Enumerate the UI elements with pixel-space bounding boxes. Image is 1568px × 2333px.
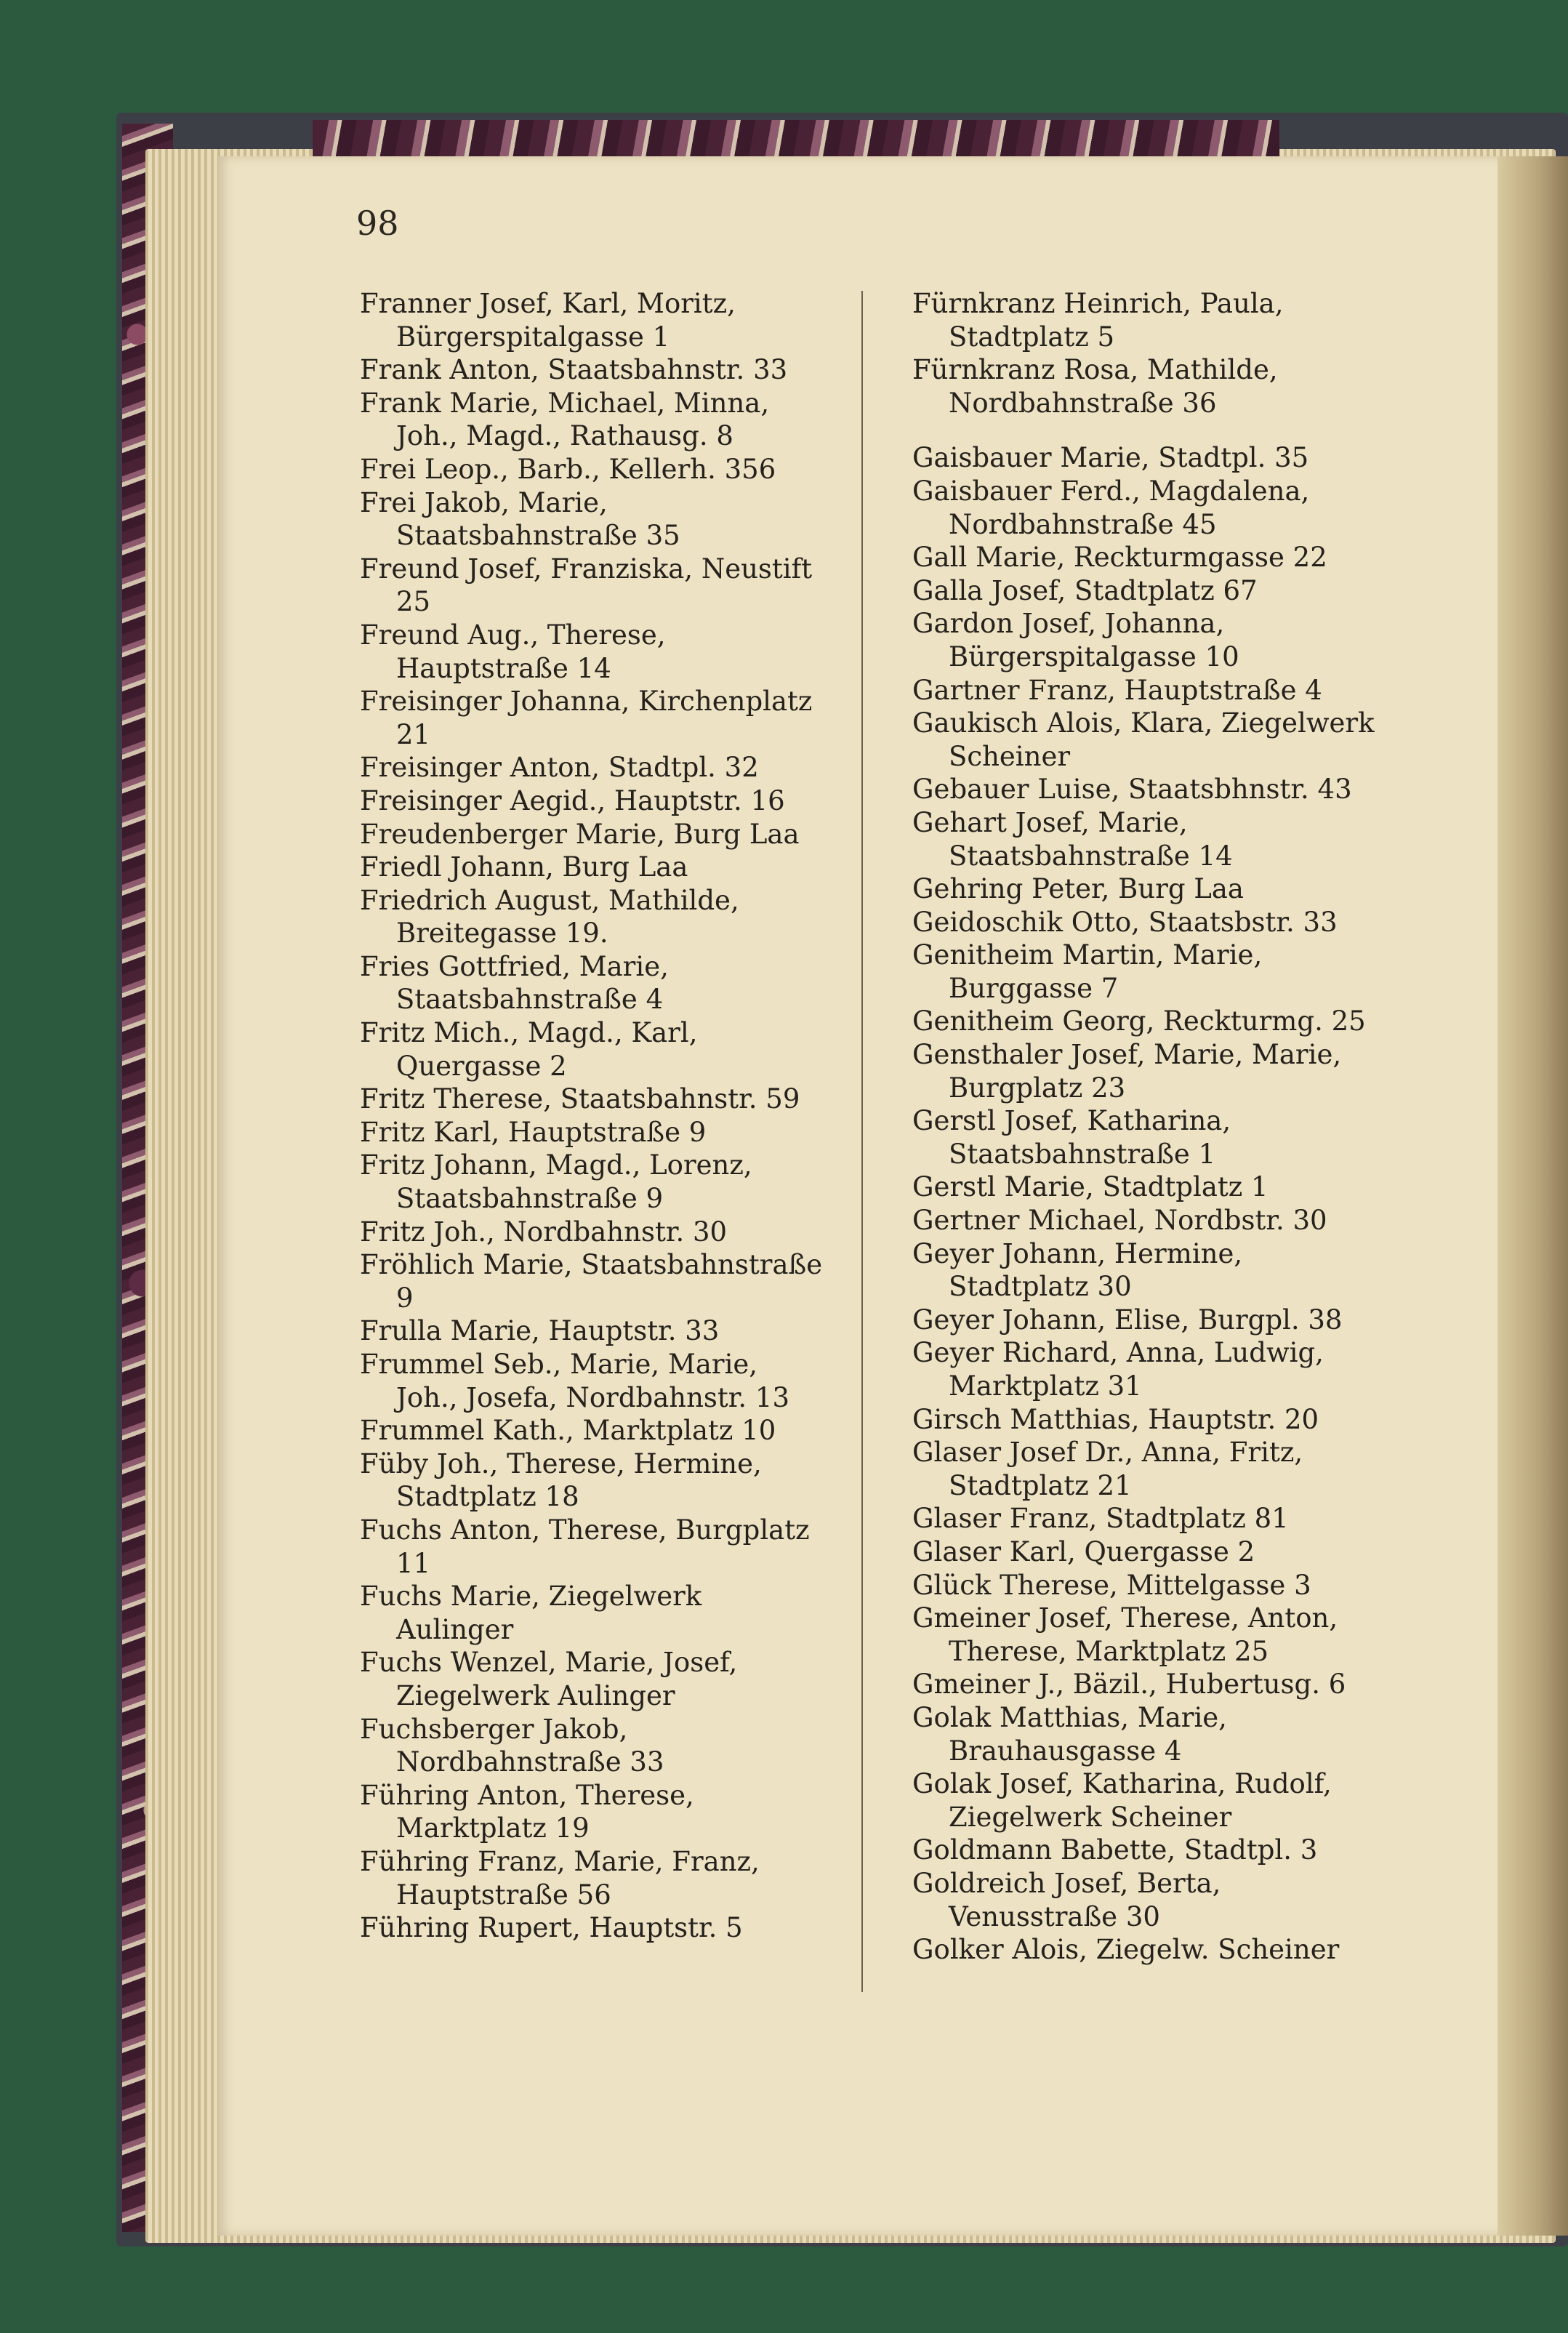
directory-entry: Friedrich August, Mathilde, Breitegasse 19. <box>360 884 739 949</box>
directory-entry: Gardon Josef, Johanna, Bürgerspitalgasse 10 <box>912 608 1239 672</box>
directory-entry: Gmeiner J., Bäzil., Hubertusg. 6 <box>912 1669 1346 1700</box>
directory-entry: Geidoschik Otto, Staatsbstr. 33 <box>912 906 1338 938</box>
directory-entry: Frank Anton, Staatsbahnstr. 33 <box>360 354 788 386</box>
directory-entry: Freisinger Anton, Stadtpl. 32 <box>360 752 759 784</box>
directory-entry: Freund Aug., Therese, Hauptstraße 14 <box>360 619 666 684</box>
directory-entry: Frei Leop., Barb., Kellerh. 356 <box>360 453 776 485</box>
page-gutter <box>1497 156 1568 2236</box>
directory-entry: Genitheim Georg, Reckturmg. 25 <box>912 1005 1366 1037</box>
directory-entry: Goldmann Babette, Stadtpl. 3 <box>912 1834 1318 1866</box>
directory-entry: Gall Marie, Reckturmgasse 22 <box>912 542 1327 574</box>
directory-entry: Gaisbauer Marie, Stadtpl. 35 <box>912 442 1309 474</box>
directory-entry: Freisinger Johanna, Kirchenplatz 21 <box>360 686 813 750</box>
directory-entry: Gehart Josef, Marie, Staatsbahnstraße 14 <box>912 806 1233 872</box>
directory-entry: Fröhlich Marie, Staatsbahnstraße 9 <box>360 1249 823 1314</box>
directory-entry: Gebauer Luise, Staatsbhnstr. 43 <box>912 774 1352 806</box>
directory-entry: Fritz Therese, Staatsbahnstr. 59 <box>360 1083 800 1115</box>
directory-entry: Goldreich Josef, Berta, Venusstraße 30 <box>912 1867 1221 1932</box>
directory-entry: Freudenberger Marie, Burg Laa <box>360 818 800 850</box>
directory-entry: Galla Josef, Stadtplatz 67 <box>912 574 1258 606</box>
directory-entry: Girsch Matthias, Hauptstr. 20 <box>912 1403 1319 1435</box>
page-number: 98 <box>356 204 399 243</box>
directory-entry: Frei Jakob, Marie, Staatsbahnstraße 35 <box>360 486 680 552</box>
directory-entry: Fritz Karl, Hauptstraße 9 <box>360 1116 707 1148</box>
directory-entry: Gerstl Josef, Katharina, Staatsbahnstraße 1 <box>912 1105 1231 1170</box>
directory-entry: Füby Joh., Therese, Hermine, Stadtplatz 18 <box>360 1447 762 1513</box>
directory-entry: Golak Matthias, Marie, Brauhausgasse 4 <box>912 1701 1227 1767</box>
directory-entry: Franner Josef, Karl, Moritz, Bürgerspitalgasse 1 <box>360 288 736 353</box>
directory-entry: Geyer Johann, Elise, Burgpl. 38 <box>912 1304 1343 1336</box>
directory-entry: Golak Josef, Katharina, Rudolf, Ziegelwerk Scheiner <box>912 1768 1332 1833</box>
directory-entry: Führing Rupert, Hauptstr. 5 <box>360 1912 743 1944</box>
directory-entry: Gensthaler Josef, Marie, Marie, Burgplatz 23 <box>912 1039 1342 1104</box>
directory-entry: Glück Therese, Mittelgasse 3 <box>912 1569 1311 1601</box>
directory-entry: Gartner Franz, Hauptstraße 4 <box>912 674 1322 706</box>
directory-entry: Frank Marie, Michael, Minna, Joh., Magd., Rathausg. 8 <box>360 387 770 452</box>
directory-entry: Freund Josef, Franziska, Neustift 25 <box>360 553 813 618</box>
directory-entry: Friedl Johann, Burg Laa <box>360 851 688 883</box>
directory-entry: Glaser Franz, Stadtplatz 81 <box>912 1503 1289 1535</box>
directory-entry: Frummel Kath., Marktplatz 10 <box>360 1415 776 1447</box>
directory-entry: Golker Alois, Ziegelw. Scheiner <box>912 1934 1340 1966</box>
directory-entry: Gerstl Marie, Stadtplatz 1 <box>912 1171 1269 1203</box>
directory-entry: Genitheim Martin, Marie, Burggasse 7 <box>912 939 1263 1004</box>
directory-entry: Fürnkranz Heinrich, Paula, Stadtplatz 5 <box>912 288 1284 353</box>
directory-entry: Führing Franz, Marie, Franz, Hauptstraße 56 <box>360 1845 760 1911</box>
directory-column-right <box>912 287 1378 1967</box>
directory-entry: Gehring Peter, Burg Laa <box>912 873 1244 905</box>
directory-entry: Fritz Joh., Nordbahnstr. 30 <box>360 1216 728 1248</box>
directory-entry: Fuchs Anton, Therese, Burgplatz 11 <box>360 1514 810 1579</box>
directory-entry: Freisinger Aegid., Hauptstr. 16 <box>360 784 785 816</box>
directory-entry: Glaser Karl, Quergasse 2 <box>912 1535 1255 1567</box>
directory-entry: Führing Anton, Therese, Marktplatz 19 <box>360 1779 694 1844</box>
directory-entry: Fritz Johann, Magd., Lorenz, Staatsbahnstraße 9 <box>360 1149 752 1215</box>
directory-entry: Geyer Johann, Hermine, Stadtplatz 30 <box>912 1237 1243 1303</box>
directory-entry: Frummel Seb., Marie, Marie, Joh., Josefa, Nordbahnstr. 13 <box>360 1349 789 1413</box>
directory-entry: Fuchs Marie, Ziegelwerk Aulinger <box>360 1581 702 1645</box>
directory-entry: Fuchs Wenzel, Marie, Josef, Ziegelwerk Aulinger <box>360 1647 738 1711</box>
directory-column-left <box>360 287 825 1945</box>
directory-entry: Fürnkranz Rosa, Mathilde, Nordbahnstraße 36 <box>912 354 1278 419</box>
directory-entry: Frulla Marie, Hauptstr. 33 <box>360 1315 720 1347</box>
directory-entry: Glaser Josef Dr., Anna, Fritz, Stadtplatz 21 <box>912 1437 1303 1501</box>
directory-entry: Geyer Richard, Anna, Ludwig, Marktplatz 31 <box>912 1337 1324 1402</box>
directory-entry: Fritz Mich., Magd., Karl, Quergasse 2 <box>360 1017 698 1082</box>
directory-entry: Fries Gottfried, Marie, Staatsbahnstraße 4 <box>360 950 669 1016</box>
directory-entry: Gmeiner Josef, Therese, Anton, Therese, Marktplatz 25 <box>912 1602 1338 1667</box>
directory-entry: Gertner Michael, Nordbstr. 30 <box>912 1205 1327 1237</box>
directory-entry: Gaukisch Alois, Klara, Ziegelwerk Scheiner <box>912 707 1375 772</box>
column-divider <box>861 291 863 1992</box>
marbled-edge-top <box>313 120 1279 156</box>
directory-entry: Fuchsberger Jakob, Nordbahnstraße 33 <box>360 1713 664 1778</box>
directory-entry: Gaisbauer Ferd., Magdalena, Nordbahnstraße 45 <box>912 475 1310 540</box>
